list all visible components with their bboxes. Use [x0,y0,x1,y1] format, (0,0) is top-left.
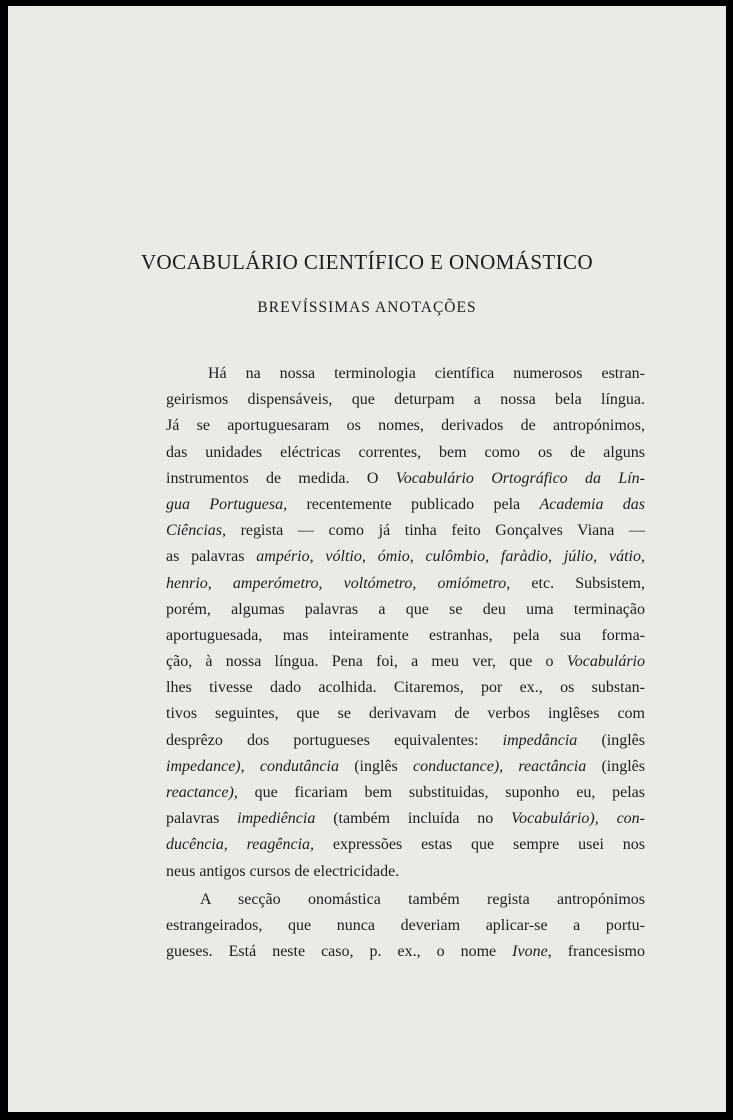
text-line: geirismos dispensáveis, que deturpam a nossa bela língua. [166,391,645,409]
text-line: palavras impediência (também incluída no Vocabulário), con- [166,810,645,828]
page-title: VOCABULÁRIO CIENTÍFICO E ONOMÁSTICO [140,250,594,274]
text-line: gueses. Está neste caso, p. ex., o nome Ivone, francesismo [166,943,645,961]
text-line: Ciências, regista — como já tinha feito Gonçalves Viana — [166,522,645,540]
text-line: das unidades eléctricas correntes, bem como os de alguns [166,443,645,461]
text-line: as palavras ampério, vóltio, ómio, culômbio, faràdio, júlio, vátio, [166,548,645,566]
text-line: estrangeirados, que nunca deveriam aplicar-se a portu- [166,916,645,934]
text-line: aportuguesada, mas inteiramente estranhas, pela sua forma- [166,626,645,644]
text-line: tivos seguintes, que se derivavam de verbos inglêses com [166,705,645,723]
page-subtitle: BREVÍSSIMAS ANOTAÇÕES [257,299,477,316]
text-line: henrio, amperómetro, voltómetro, omiómetro, etc. Subsistem, [166,574,645,592]
text-line: instrumentos de medida. O Vocabulário Ortográfico da Lín- [166,469,645,487]
text-line: Há na nossa terminologia científica numerosos estran- [208,365,645,382]
page [8,6,726,1112]
text-line: porém, algumas palavras a que se deu uma terminação [166,600,645,618]
text-line: ducência, reagência, expressões estas que sempre usei nos [166,836,645,854]
text-line: ção, à nossa língua. Pena foi, a meu ver, que o Vocabulário [166,653,645,671]
text-line: impedance), condutância (inglês conductance), reactância (inglês [166,757,646,775]
text-line: Já se aportuguesaram os nomes, derivados de antropónimos, [166,417,645,435]
text-line: neus antigos cursos de electricidade. [166,862,400,880]
text-line: gua Portuguesa, recentemente publicado pela Academia das [166,495,646,513]
text-line: reactance), que ficariam bem substituidas, suponho eu, pelas [166,784,645,801]
text-line: lhes tivesse dado acolhida. Citaremos, por ex., os substan- [166,679,645,697]
body-text [166,361,645,965]
text-line: desprêzo dos portugueses equivalentes: impedância (inglês [166,731,645,749]
text-line: A secção onomástica também regista antropónimos [200,890,645,908]
